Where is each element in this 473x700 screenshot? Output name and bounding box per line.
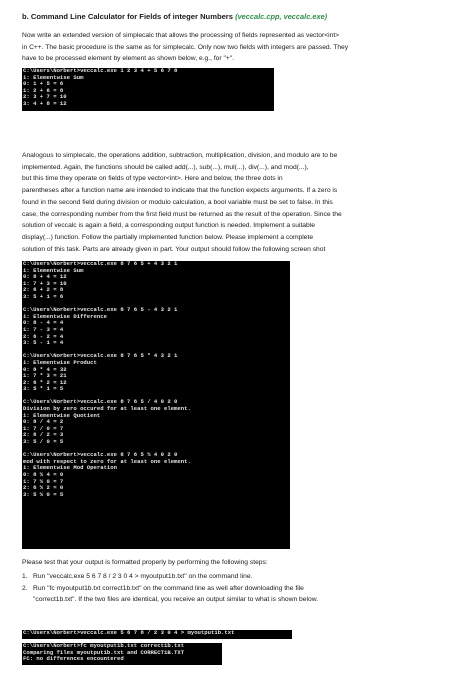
console-screenshot-sum-example bbox=[22, 68, 274, 111]
step-number: 2. bbox=[22, 584, 28, 592]
paragraph-line: parentheses after a function name are intended to indicate that the function expects arguments. If a zero is bbox=[22, 187, 338, 195]
console-line: 0: 8 * 4 = 32 bbox=[23, 365, 67, 373]
console-line: Comparing files myoutput1b.txt and CORRECT1B.TXT bbox=[23, 648, 185, 656]
console-line: 1: 7 / 0 = 7 bbox=[23, 424, 64, 432]
console-line: Division by zero occured for at least one element. bbox=[23, 405, 191, 413]
console-line: 1: 7 + 3 = 10 bbox=[23, 279, 67, 287]
paragraph-description bbox=[22, 150, 458, 255]
console-line: C:\Users\Norbert>veccalc.exe 8 7 6 5 + 4 3 2 1 bbox=[23, 261, 178, 267]
console-line: 3: 5 * 1 = 5 bbox=[23, 385, 64, 393]
console-line: 0: 1 + 5 = 6 bbox=[23, 80, 64, 88]
console-line: 0: 8 / 4 = 2 bbox=[23, 418, 64, 426]
console-line: 2: 3 + 7 = 10 bbox=[23, 93, 67, 101]
console-line: i: Elementwise Sum bbox=[23, 266, 84, 274]
console-line: C:\Users\Norbert>veccalc.exe 8 7 6 5 / 4 0 2 0 bbox=[23, 398, 178, 406]
console-line: 3: 5 + 1 = 6 bbox=[23, 292, 64, 300]
console-line: 1: 2 + 6 = 8 bbox=[23, 86, 64, 94]
step-text: Run "veccalc.exe 5 6 7 8 / 2 3 0 4 > myoutput1b.txt" on the command line. bbox=[33, 573, 253, 580]
section-heading bbox=[22, 12, 327, 21]
heading-prefix: b. bbox=[22, 12, 29, 21]
heading-files: (veccalc.cpp, veccalc.exe) bbox=[235, 12, 328, 21]
console-line: 3: 4 + 8 = 12 bbox=[23, 99, 67, 107]
console-line: C:\Users\Norbert>veccalc.exe 1 2 3 4 + 5 6 7 8 bbox=[23, 68, 178, 74]
console-line: 3: 5 / 0 = 5 bbox=[23, 438, 64, 446]
console-line: 1: 7 * 3 = 21 bbox=[23, 372, 67, 380]
console-line: C:\Users\Norbert>fc myoutput1b.txt correct1b.txt bbox=[23, 643, 185, 649]
console-line: mod with respect to zero for at least one element. bbox=[23, 457, 191, 465]
console-line: i: Elementwise Quotient bbox=[23, 411, 101, 419]
console-line: 0: 8 % 4 = 0 bbox=[23, 471, 64, 478]
paragraph-line: implemented. Again, the functions should be called add(...), sub(...), mul(...), div(...), and mod(...), bbox=[22, 163, 309, 171]
console-screenshot-fc-compare bbox=[22, 643, 222, 665]
console-line: 3: 5 - 1 = 4 bbox=[23, 339, 64, 347]
test-step bbox=[22, 571, 462, 583]
test-step bbox=[22, 583, 462, 606]
console-line: i: Elementwise Difference bbox=[23, 312, 107, 320]
step-number: 1. bbox=[22, 573, 28, 580]
console-line: i: Elementwise Product bbox=[23, 358, 97, 366]
console-line: 2: 6 + 2 = 8 bbox=[23, 286, 64, 294]
paragraph-intro bbox=[22, 30, 458, 65]
paragraph-line: Analogous to simplecalc, the operations addition, subtraction, multiplication, division, and modulo are to be bbox=[22, 152, 338, 159]
console-line: C:\Users\Norbert>veccalc.exe 8 7 6 5 * 4 3 2 1 bbox=[23, 352, 178, 360]
paragraph-line: but this time they operate on fields of type vector<int>. Here and below, the three dots in bbox=[22, 175, 283, 183]
step-text: "correct1b.txt". If the two files are identical, you receive an output similar to what is shown below. bbox=[33, 596, 319, 603]
heading-title: Command Line Calculator for Fields of integer Numbers bbox=[30, 12, 233, 21]
console-line: C:\Users\Norbert>veccalc.exe 8 7 6 5 % 4 0 2 0 bbox=[23, 451, 178, 459]
paragraph-line: in C++. The basic procedure is the same as for simplecalc. Only now two fields with integers are passed. They bbox=[22, 43, 349, 51]
paragraph-line: display(...) function. Follow the partially implemented function below. Please implement a complete bbox=[22, 233, 314, 241]
console-line: C:\Users\Norbert>veccalc.exe 8 7 6 5 - 4 3 2 1 bbox=[23, 306, 178, 314]
paragraph-line: solution of this task. Parts are already given in part. Your output should follow the following screen shot bbox=[22, 245, 326, 253]
console-line: i: Elementwise Mod Operation bbox=[23, 464, 117, 472]
console-line: 1: 7 % 0 = 7 bbox=[23, 477, 64, 485]
console-line: 2: 6 * 2 = 12 bbox=[23, 378, 67, 386]
console-line: 2: 6 % 2 = 0 bbox=[23, 484, 64, 492]
console-line: FC: no differences encountered bbox=[23, 655, 124, 663]
paragraph-line: solution of veccalc is again a field, a corresponding output function is needed. Implement a suitable bbox=[22, 222, 315, 230]
console-screenshot-all-operations bbox=[22, 261, 290, 549]
console-line: 2: 6 / 2 = 3 bbox=[23, 431, 64, 439]
paragraph-line: case, the corresponding number from the first field must be returned as the result of the operation. Since the bbox=[22, 210, 342, 218]
console-line: 1: 7 - 3 = 4 bbox=[23, 325, 64, 333]
console-line: C:\Users\Norbert>veccalc.exe 5 6 7 8 / 2 3 0 4 > myoutput1b.txt bbox=[23, 630, 235, 636]
paragraph-line: have to be processed element by element as shown below, e.g., for "+". bbox=[22, 55, 234, 63]
paragraph-line: found in the second field during division or modulo calculation, a bool variable must be set to false. In this bbox=[22, 198, 333, 206]
paragraph-line: Now write an extended version of simplecalc that allows the processing of fields represented as vector<int> bbox=[22, 32, 340, 39]
test-steps-list bbox=[22, 571, 462, 606]
console-line: 3: 5 % 0 = 5 bbox=[23, 490, 64, 498]
console-line: 2: 6 - 2 = 4 bbox=[23, 332, 64, 340]
console-line: i: Elementwise Sum bbox=[23, 73, 84, 81]
console-line: 0: 8 - 4 = 4 bbox=[23, 319, 64, 327]
step-text: Run "fc myoutput1b.txt correct1b.txt" on the command line as well after downloading the file bbox=[33, 584, 304, 592]
console-screenshot-redirect bbox=[22, 630, 292, 639]
test-instructions-intro: Please test that your output is formatted properly by performing the following steps: bbox=[22, 559, 268, 566]
console-line: 0: 8 + 4 = 12 bbox=[23, 273, 67, 281]
